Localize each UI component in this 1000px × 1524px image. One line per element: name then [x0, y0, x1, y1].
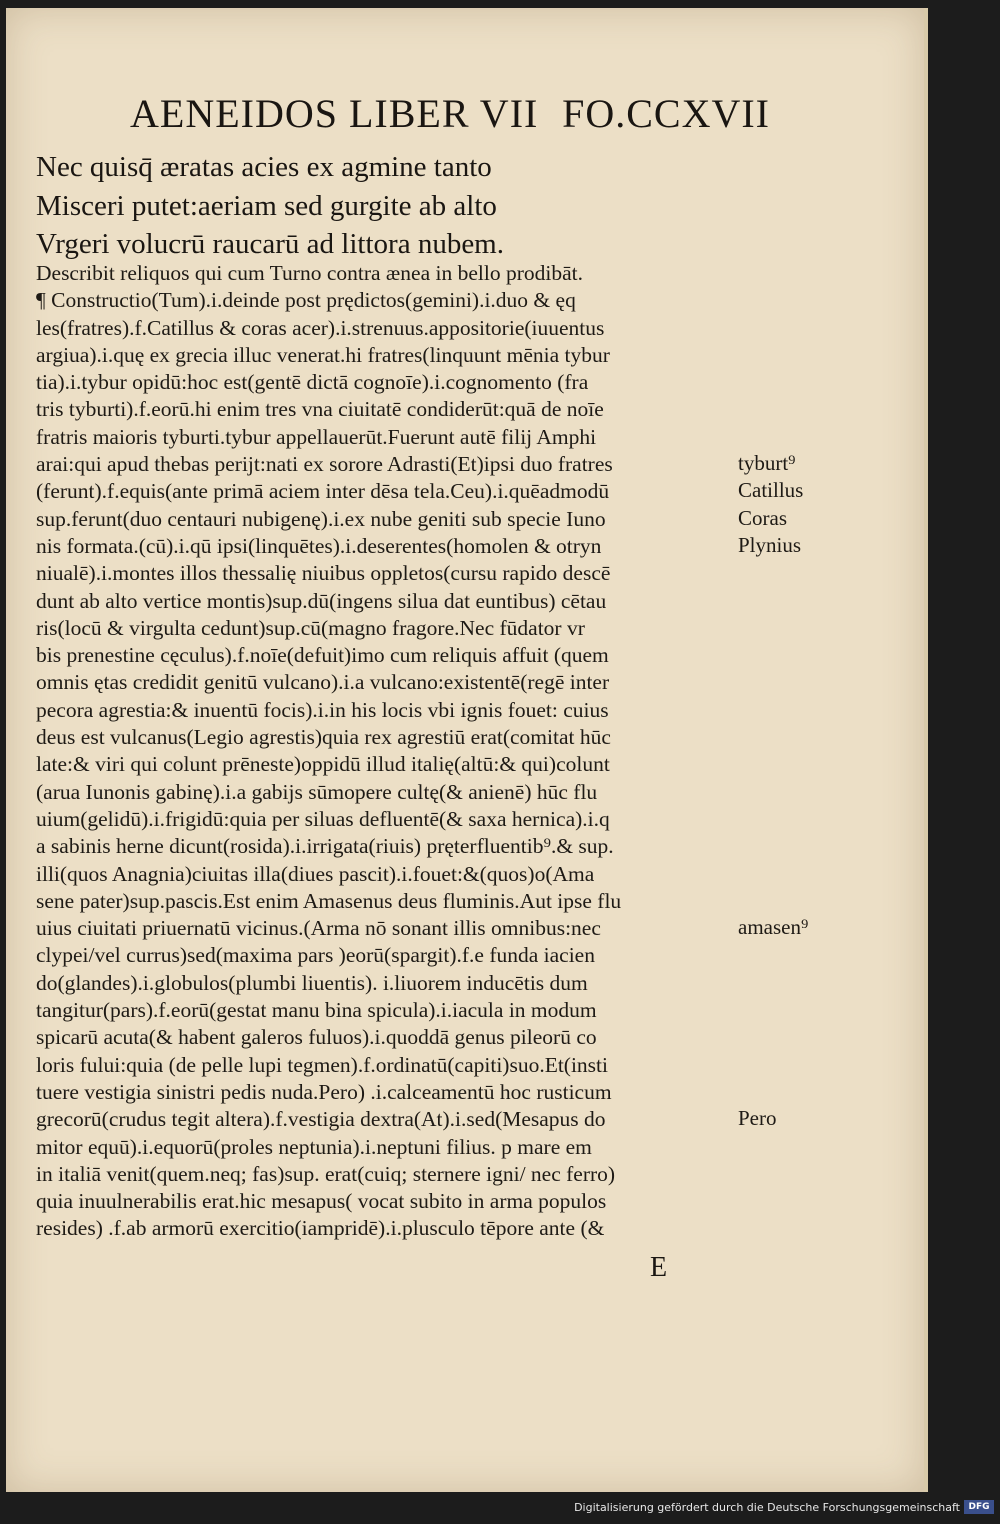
commentary-line: ris(locū & virgulta cedunt)sup.cū(magno fragore.Nec fūdator vr	[36, 615, 585, 640]
marginal-note: tyburt⁹	[738, 451, 796, 476]
commentary-line: tris tyburti).f.eorū.hi enim tres vna ciuitatē condiderūt:quā de noīe	[36, 397, 604, 422]
commentary-line: sup.ferunt(duo centauri nubigenę).i.ex nube geniti sub specie Iuno	[36, 506, 606, 531]
commentary-line: bis prenestine cęculus).f.noīe(defuit)imo cum reliquis affuit (quem	[36, 643, 609, 668]
commentary-line: nis formata.(cū).i.qū ipsi(linquētes).i.deserentes(homolen & otryn	[36, 533, 602, 558]
marginal-note: Coras	[738, 505, 787, 530]
commentary-line: quia inuulnerabilis erat.hic mesapus( vocat subito in arma populos	[36, 1189, 607, 1214]
commentary-line: ¶ Constructio(Tum).i.deinde post prędictos(gemini).i.duo & ęq	[36, 288, 576, 313]
commentary-line: omnis ętas credidit genitū vulcano).i.a vulcano:existentē(regē inter	[36, 670, 610, 695]
commentary-line: mitor equū).i.equorū(proles neptunia).i.neptuni filius. p mare em	[36, 1134, 592, 1159]
marginal-note: Plynius	[738, 533, 802, 557]
commentary-line: argiua).i.quę ex grecia illuc venerat.hi fratres(linquunt mēnia tybur	[36, 342, 610, 367]
commentary-line: sene pater)sup.pascis.Est enim Amasenus deus fluminis.Aut ipse flu	[36, 888, 622, 913]
verse-line: Nec quisq̄ æratas acies ex agmine tanto	[36, 151, 492, 183]
commentary-line: spicarū acuta(& habent galeros fuluos).i.quoddā genus pileorū co	[36, 1025, 597, 1050]
commentary-line: niualē).i.montes illos thessalię niuibus oppletos(cursu rapido descē	[36, 561, 611, 586]
verse-line: Misceri putet:aeriam sed gurgite ab alto	[36, 189, 497, 222]
commentary-line: les(fratres).f.Catillus & coras acer).i.strenuus.appositorie(iuuentus	[36, 315, 605, 340]
commentary-line: grecorū(crudus tegit altera).f.vestigia dextra(At).i.sed(Mesapus do	[36, 1107, 606, 1132]
commentary-line: a sabinis herne dicunt(rosida).i.irrigata(riuis) pręterfluentib⁹.& sup.	[36, 834, 614, 859]
commentary-line: dunt ab alto vertice montis)sup.dū(ingens silua dat euntibus) cētau	[36, 588, 607, 613]
marginal-note: Pero	[738, 1106, 777, 1131]
commentary-line: clypei/vel currus)sed(maxima pars )eorū(spargit).f.e funda iacien	[36, 943, 595, 968]
marginal-note: Catillus	[738, 478, 804, 503]
commentary-line: (ferunt).f.equis(ante primā aciem inter dēsa tela.Ceu).i.quēadmodū	[36, 479, 610, 504]
page-edge	[924, 8, 928, 1492]
marginal-note: amasen⁹	[738, 915, 809, 940]
commentary-line: tia).i.tybur opidū:hoc est(gentē dictā cognoīe).i.cognomento (fra	[36, 370, 589, 395]
verse-block	[36, 148, 736, 264]
verse-line: Vrgeri volucrū raucarū ad littora nubem.	[36, 228, 504, 260]
commentary-line: deus est vulcanus(Legio agrestis)quia rex agrestiū erat(comitat hūc	[36, 725, 611, 750]
commentary-line: pecora agrestia:& inuentū focis).i.in his locis vbi ignis fouet: cuius	[36, 697, 609, 722]
commentary-line: in italiā venit(quem.neq; fas)sup. erat(cuiq; sternere igni/ nec ferro)	[36, 1161, 616, 1186]
commentary-line: tuere vestigia sinistri pedis nuda.Pero) .i.calceamentū hoc rusticum	[36, 1079, 612, 1104]
commentary-line: arai:qui apud thebas perijt:nati ex sorore Adrasti(Et)ipsi duo fratres	[36, 452, 613, 477]
commentary-line: loris fului:quia (de pelle lupi tegmen).f.ordinatū(capiti)suo.Et(insti	[36, 1052, 608, 1077]
commentary-line: illi(quos Anagnia)ciuitas illa(diues pascit).i.fouet:&(quos)o(Ama	[36, 861, 595, 886]
folio-number: FO.CCXVII	[562, 90, 770, 136]
commentary-line: do(glandes).i.globulos(plumbi liuentis). i.liuorem inducētis dum	[36, 970, 588, 995]
commentary-line: resides) .f.ab armorū exercitio(iampridē).i.plusculo tēpore ante (&	[36, 1216, 605, 1241]
commentary-line: (arua Iunonis gabinę).i.a gabijs sūmopere cultę(& anienē) hūc flu	[36, 779, 598, 804]
commentary-line: Describit reliquos qui cum Turno contra ænea in bello prodibāt.	[36, 261, 583, 285]
commentary-line: fratris maioris tyburti.tybur appellauerūt.Fuerunt autē filij Amphi	[36, 424, 597, 449]
running-header	[130, 88, 770, 138]
signature-mark: E	[650, 1252, 668, 1283]
commentary-line: late:& viri qui colunt prēneste)oppidū illud italię(altū:& qui)colunt	[36, 752, 610, 777]
commentary-block	[36, 260, 726, 1243]
commentary-line: uium(gelidū).i.frigidū:quia per siluas defluentē(& saxa hernica).i.q	[36, 806, 610, 831]
footer-credit: Digitalisierung gefördert durch die Deutsche Forschungsgemeinschaft	[574, 1501, 960, 1514]
commentary-line: uius ciuitati priuernatū vicinus.(Arma nō sonant illis omnibus:nec	[36, 916, 601, 941]
header-title: AENEIDOS LIBER VII	[130, 90, 539, 136]
commentary-line: tangitur(pars).f.eorū(gestat manu bina spicula).i.iacula in modum	[36, 998, 597, 1023]
dfg-logo: DFG	[964, 1500, 994, 1514]
